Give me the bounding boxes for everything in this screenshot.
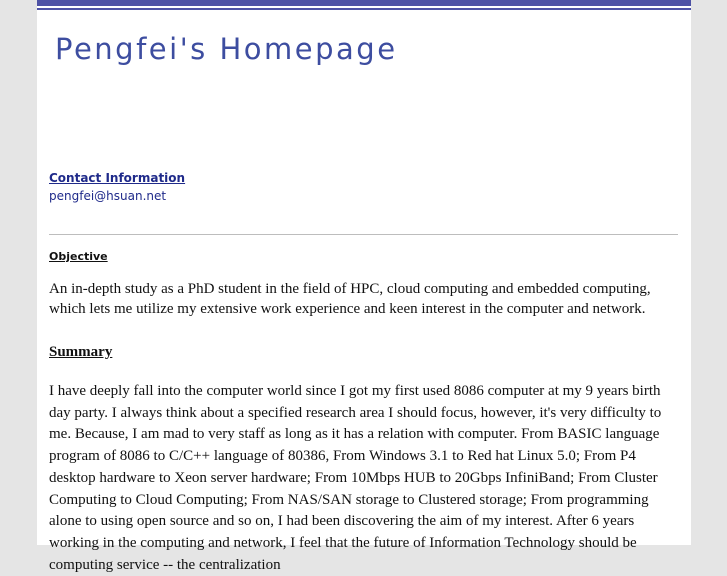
section-divider [49,234,678,235]
summary-heading: Summary [49,344,113,360]
objective-text: An in-depth study as a PhD student in the field of HPC, cloud computing and embedded computing, which lets me utilize my extensive work experience and keen interest in the computer and network. [49,281,651,317]
site-title: Pengfei's Homepage [55,32,398,66]
contact-information-link[interactable]: Contact Information [49,171,186,185]
header-bar [37,0,691,6]
header-bar-thin [37,8,691,10]
summary-text: I have deeply fall into the computer world since I got my first used 8086 computer at my 9 years birth day party. I always think about a specified research area I should focus, however, it's very difficulty to me. Because, I am mad to very staff as long as it has a relation with computer. From BASIC language program of 8086 to C/C++ language of 80386, From Windows 3.1 to Red hat Linux 5.0; From P4 desktop hardware to Xeon server hardware; From 10Mbps HUB to 20Gbps InfiniBand; From Cluster Computing to Cloud Computing; From NAS/SAN storage to Clustered storage; From programming alone to using open source and so on, I had been discovering the aim of my interest. After 6 years working in the computing and network, I feel that the future of Information Technology should be computing service -- the centralization [49,383,662,573]
page [37,0,691,573]
objective-heading: Objective [49,250,108,263]
contact-email: pengfei@hsuan.net [49,189,167,203]
